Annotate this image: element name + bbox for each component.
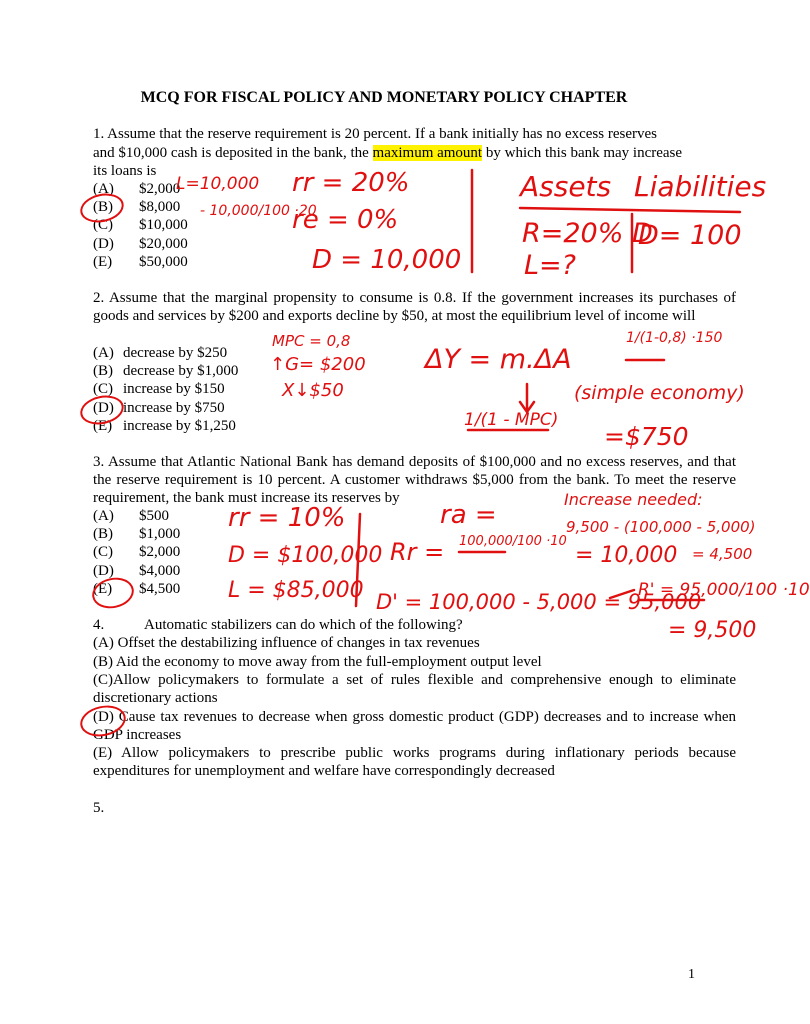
q1-option-text: $8,000 [139,199,181,216]
q3-option-label: (C) [93,544,113,561]
hw-q1-liabilities: Liabilities [634,170,767,203]
q2-option-label: (B) [93,363,113,380]
q3-option-label: (A) [93,508,114,524]
hw-q3-frac: 100,000/100 ·10 [459,534,567,549]
hw-q3-eq: = 4,500 [692,545,753,563]
q4-option-c: (C)Allow policymakers to formulate a set of rules flexible and comprehensive enough to eliminate discretionary actions [93,672,736,706]
q3-option-label: (E) [93,580,113,597]
hw-q1-R: R=20% D [522,218,653,249]
q2-text: 2. Assume that the marginal propensity to consume is 0.8. If the government increases its purchases of goods and services by $200 and exports decline by $50, at most the equilibrium level of income will [93,290,736,324]
q3-text: 3. Assume that Atlantic National Bank has demand deposits of $100,000 and no excess reserves, and that the reserve requirement is 10 percent. A customer withdraws $5,000 from the bank. To meet the reserve requirement, the bank must increase its reserves by [93,454,736,506]
q3-option-text: $500 [139,508,169,524]
hw-q2-g: ↑G= $200 [270,354,366,375]
q4-option-e: (E) Allow policymakers to prescribe public works programs during inflationary periods because expenditures for unemployment and welfare have correspondingly decreased [93,745,736,779]
hw-q3-Rr: Rr = [390,538,445,566]
q1-option-label: (D) [93,235,114,252]
q2-option-text: increase by $1,250 [123,417,236,434]
ink-divider-q3 [356,514,360,606]
q4-option-a: (A) Offset the destabilizing influence of changes in tax revenues [93,635,480,651]
q2-option-label: (A) [93,345,114,361]
q3-option-text: $1,000 [139,526,181,543]
q3-option-text: $4,500 [139,580,181,597]
hw-q3-ra: ra = [440,500,497,530]
q1-option-label: (C) [93,217,113,234]
hw-q2-frac: 1/(1-0,8) ·150 [626,330,723,346]
hw-q3-need: Increase needed: [564,490,703,509]
q4-option-b: (B) Aid the economy to move away from the full-employment output level [93,654,542,670]
hw-q1-assets: Assets [520,170,612,203]
hw-q3-Rp2: = 9,500 [668,618,757,643]
hw-q1-rr: rr = 20% [292,168,410,198]
hw-q2-formula: ΔY = m.ΔA [425,344,572,375]
hw-q3-Dp: D' = 100,000 - 5,000 = 95,000 [376,590,702,614]
hw-q2-mpc: MPC = 0,8 [272,332,351,350]
q3-option-label: (B) [93,526,113,543]
hw-q2-x: X↓$50 [282,380,344,401]
q2-option-label: (E) [93,417,113,434]
hw-q2-mult: 1/(1 - MPC) [464,410,559,430]
hw-q3-rr: rr = 10% [228,503,346,533]
hw-q1-re: re = 0% [292,205,399,235]
hw-q2-note: (simple economy) [574,382,745,404]
q2-option-label: (C) [93,381,113,398]
q2-option-text: decrease by $1,000 [123,363,239,380]
hw-q3-calc: 9,500 - (100,000 - 5,000) [566,518,756,536]
q1-option-text: $20,000 [139,235,188,252]
q1-option-label: (B) [93,199,113,216]
q3-option-text: $2,000 [139,544,181,561]
q1-line1: 1. Assume that the reserve requirement is 20 percent. If a bank initially has no excess reserves [93,126,657,142]
hw-q1-Dval: D= 100 [638,220,742,251]
q1-line2-post: by which this bank may increase [482,145,683,161]
q1-line3: its loans is [93,163,157,179]
q1-option-text: $2,000 [139,181,181,197]
q1-option-text: $10,000 [139,217,188,234]
q4-stem: Automatic stabilizers can do which of the following? [144,617,463,633]
q1-highlight: maximum amount [372,145,483,161]
q4-number: 4. [93,617,105,633]
q2-option-label: (D) [93,399,114,416]
hw-q3-D: D = $100,000 [228,543,383,568]
q3-option-text: $4,000 [139,562,181,579]
hw-q1-D: D = 10,000 [312,245,462,275]
page-title: MCQ FOR FISCAL POLICY AND MONETARY POLICY CHAPTER [140,89,628,106]
ink-t-account-top [520,208,740,212]
q2-option-text: increase by $150 [123,381,225,398]
hw-q3-L: L = $85,000 [228,578,364,603]
q3-option-label: (D) [93,562,114,579]
q2-option-text: decrease by $250 [123,345,228,361]
q1-option-text: $50,000 [139,253,188,270]
q1-option-label: (E) [93,253,113,270]
q5-number: 5. [93,800,105,816]
hw-q2-ans: =$750 [604,422,689,451]
page-number: 1 [688,967,695,982]
hw-q3-eq2: = 10,000 [575,543,678,568]
hw-q1-loan: L=10,000 [176,174,260,194]
hw-q1-calc: - 10,000/100 ·20 [200,203,317,219]
q1-line2-pre: and $10,000 cash is deposited in the bank, the [93,145,373,161]
ink-q3-arrow [610,590,634,598]
q2-option-text: increase by $750 [123,399,225,416]
q4-option-d: (D) Cause tax revenues to decrease when gross domestic product (GDP) decreases and to increase when GDP increases [93,709,736,743]
hw-q3-Rp: R' = 95,000/100 ·10 [638,580,810,600]
q1-option-label: (A) [93,181,114,197]
hw-q1-L: L=? [524,250,576,281]
